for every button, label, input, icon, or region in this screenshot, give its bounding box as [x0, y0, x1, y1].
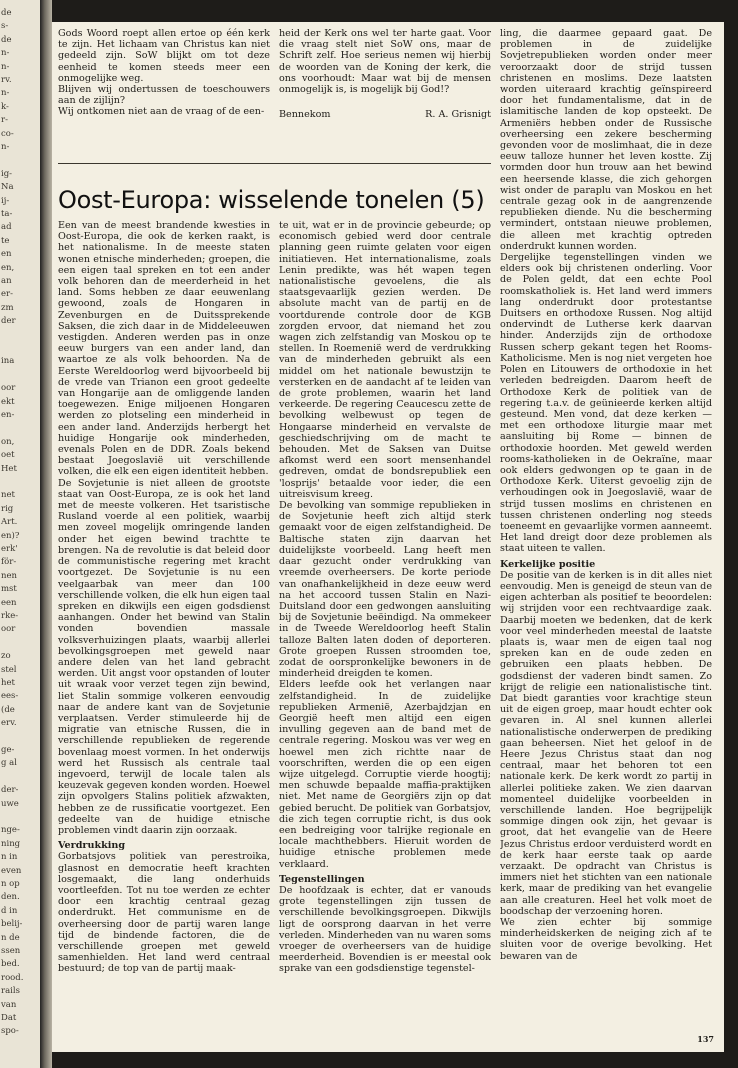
- paragraph: De bevolking van sommige republieken in de Sovjetunie heeft zich altijd sterk gemaakt voor de eigen zelfstandigheid. De Baltische staten zijn daarvan het duidelijkste voorbeeld. Lang heeft men daar gezucht onder verdrukking van vreemde overheersers. De korte periode van onafhankelijkheid in deze eeuw werd na het accoord tussen Stalin en Nazi-Duitsland door een gedwongen aansluiting bij de Sovjetunie beëindigd. Na ommekeer in de Tweede Wereldoorlog heeft Stalin talloze Balten laten doden of deporteren. Grote groepen Russen stroomden toe, zodat de oorspronkelijke bewoners in de minderheid dreigden te komen.: [279, 500, 491, 680]
- letter-paragraph: heid der Kerk ons wel ter harte gaat. Voor die vraag stelt niet SoW ons, maar de Schrift zelf. Hoe serieus nemen wij hierbij de woorden van de Koning der kerk, die ons voorhoudt: Maar wat bij de mensen onmogelijk is, is mogelijk bij God!?: [279, 28, 491, 96]
- margin-fragment: g al: [1, 758, 17, 769]
- margin-fragment: den.: [1, 892, 20, 903]
- letter-paragraph: Wij ontkomen niet aan de vraag of de een-: [58, 106, 265, 118]
- margin-fragment: rig: [1, 503, 14, 514]
- margin-fragment: de: [1, 34, 12, 45]
- margin-fragment: van: [1, 999, 17, 1010]
- paragraph: De Sovjetunie is niet alleen de grootste staat van Oost-Europa, ze is ook het land met de meeste volkeren. Het tsaristische Rusland voerde al een politiek, waarbij men zoveel mogelijk omringende landen onder het eigen bewind trachtte te brengen. Na de revolutie is dat beleid door de communistische regering met kracht voortgezet. De Sovjetunie is nu een veelgaarbak van meer dan 100 verschillende volken, die elk hun eigen taal spreken en dikwijls een eigen godsdienst aanhangen. Onder het bewind van Stalin vonden bovendien massale volksverhuizingen plaats, waarbij allerlei bevolkingsgroepen met geweld naar andere delen van het land gebracht werden. Uit angst voor opstanden of louter uit wraak voor verzet tegen zijn bewind, liet Stalin sommige volkeren eenvoudig naar de andere kant van de Sovjetunie verplaatsen. Verder stimuleerde hij de migratie van etnische Russen, die in verschillende republieken de regerende bovenlaag moest vormen. In het onderwijs werd het Russisch als centrale taal ingevoerd, terwijl de locale talen als keuzevak gegeven konden worden. Hoewel zijn opvolgers Stalins politiek afzwakten, hebben ze de russificatie voortgezet. Een gedeelte van de huidige etnische problemen vindt daarin zijn oorzaak.: [58, 477, 270, 836]
- margin-fragment: oor: [1, 624, 16, 635]
- margin-fragment: n-: [1, 142, 10, 152]
- margin-fragment: te: [1, 235, 10, 246]
- margin-fragment: (de: [1, 704, 15, 715]
- margin-fragment: Het: [1, 463, 17, 474]
- margin-fragment: oor: [1, 383, 16, 394]
- margin-fragment: bed.: [1, 959, 20, 970]
- margin-fragment: erk': [1, 544, 18, 554]
- margin-fragment: co-: [1, 128, 14, 139]
- margin-fragment: belij-: [1, 919, 23, 930]
- letter-paragraph: Gods Woord roept allen ertoe op één kerk te zijn. Het lichaam van Christus kan niet gedeeld zijn. SoW blijkt om tot deze eenheid te komen steeds meer een onmogelijke weg.: [58, 28, 270, 84]
- margin-fragment: an: [1, 276, 12, 286]
- margin-fragment: nge-: [1, 825, 20, 836]
- margin-fragment: zm: [1, 302, 14, 313]
- article-column-1: [58, 220, 270, 1046]
- article-title: Oost-Europa: wisselende tonelen (5): [58, 186, 485, 214]
- margin-fragment: ekt: [1, 396, 15, 407]
- margin-fragment: n de: [1, 932, 20, 943]
- margin-fragment: ad: [1, 222, 12, 233]
- page-number: 137: [697, 1034, 714, 1044]
- margin-fragment: ij-: [1, 195, 10, 206]
- section-heading: Tegenstellingen: [279, 873, 365, 885]
- margin-fragment: zo: [1, 651, 11, 662]
- margin-fragment: nen: [1, 570, 17, 581]
- margin-fragment: Dat: [1, 1013, 17, 1023]
- margin-fragment: uwe: [1, 798, 19, 809]
- margin-fragment: even: [1, 865, 22, 876]
- margin-fragment: en,: [1, 262, 15, 273]
- margin-fragment: n op: [1, 879, 20, 889]
- margin-fragment: de: [1, 8, 12, 18]
- article-column-3: [500, 28, 712, 1028]
- adjacent-page-strip: [0, 0, 40, 1068]
- letter-column-2: [279, 28, 491, 154]
- paragraph: te uit, wat er in de provincie gebeurde; op economisch gebied werd door centrale planning geen ruimte gelaten voor eigen initiatieven. Het internationalisme, zoals Lenin predikte, was hét wapen tegen nationalistische gevoelens, die als staatsgevaarlijk gezien werden. De absolute macht van de partij en de voortdurende controle door de KGB zorgden ervoor, dat niemand het zou wagen zich zelfstandig van Moskou op te stellen. In Roemenië werd de verdrukking van de minderheden gebruikt als een middel om het nationale bewustzijn te versterken en de aandacht af te leiden van de grote problemen, waarin het land verkeerde. De regering Ceaucescu zette de bevolking welbewust op tegen de Hongaarse minderheid en vervalste de geschiedschrijving om de macht te behouden. Met de Saksen van Duitse afkomst werd een soort mensenhandel gedreven, omdat de bondsrepubliek een 'losprijs' betaalde voor ieder, die een uitreisvisum kreeg.: [279, 220, 491, 500]
- paragraph: Dergelijke tegenstellingen vinden we elders ook bij christenen onderling. Voor de Polen geldt, dat een echte Pool roomskatholiek is. Het land werd immers lang onderdrukt door protestantse Duitsers en orthodoxe Russen. Nog altijd ondervindt de Lutherse kerk daarvan hinder. Anderzijds zijn de orthodoxe Russen scherp gekant tegen het Rooms-Katholicisme. Men is nog niet vergeten hoe Polen en Litouwers de orthodoxie in het verleden bedreigden. Daarom heeft de Orthodoxe Kerk de politiek van de regering t.a.v. de geünieerde kerken altijd gesteund. Men vond, dat deze kerken — met een orthodoxe liturgie maar met aansluiting bij Rome — binnen de orthodoxie hoorden. Met geweld werden rooms-katholieken in de Oekraïne, maar ook elders gedwongen op te gaan in de Orthodoxe Kerk. Uiterst gevoelig zijn de verhoudingen ook in Joegoslavië, waar de strijd tussen moslims en christenen en tussen christenen onderling nog steeds toeneemt en gevaarlijke vormen aanneemt. Het land dreigt door deze problemen als staat uiteen te vallen.: [500, 252, 712, 555]
- margin-fragment: mst: [1, 584, 17, 595]
- letter-paragraph: Blijven wij ondertussen de toeschouwers aan de zijlijn?: [58, 84, 270, 107]
- letter-divider: [58, 163, 491, 164]
- margin-fragment: ning: [1, 838, 21, 849]
- margin-fragment: der: [1, 316, 16, 327]
- margin-fragment: oet: [1, 450, 15, 461]
- margin-fragment: rails: [1, 986, 20, 997]
- margin-fragment: rv.: [1, 75, 12, 85]
- book-spine: [40, 0, 52, 1068]
- margin-fragment: stel: [1, 664, 17, 675]
- page: [52, 22, 724, 1052]
- margin-fragment: en)?: [1, 530, 20, 541]
- margin-fragment: r-: [1, 115, 8, 126]
- margin-fragment: spo-: [1, 1026, 19, 1037]
- margin-fragment: on,: [1, 436, 15, 447]
- paragraph: ling, die daarmee gepaard gaat. De problemen in de zuidelijke Sovjetrepublieken worden onder meer veroorzaakt door de strijd tussen christenen en moslims. Deze laatsten worden uiteraard krachtig geïnspireerd door het fundamentalisme, dat in de islamitische landen de kop opsteekt. De Armeniërs hebben onder de Russische overheersing een zekere bescherming gevonden voor de moslimhaat, die in deze eeuw talloze hunner het leven kostte. Zij vormden door hun trouw aan het bewind een heersende klasse, die zich gehorgen wist onder de paraplu van Moskou en het centrale gezag ook in de aangrenzende republieken diende. Nu die bescherming vermindert, ontstaan nieuwe problemen, die alleen met krachtig optreden onderdrukt kunnen worden.: [500, 28, 712, 252]
- margin-fragment: k-: [1, 101, 9, 112]
- margin-fragment: er-: [1, 289, 13, 300]
- margin-fragment: erv.: [1, 718, 17, 729]
- margin-fragment: het: [1, 678, 15, 688]
- paragraph: Gorbatsjovs politiek van perestroika, glasnost en democratie heeft krachten losgemaakt, die lang onderhuids voortleefden. Tot nu toe werden ze echter door een krachtig centraal gezag onderdrukt. Het communisme en de overheersing door de partij waren lange tijd de bindende factoren, die de verschillende groepen met geweld samenhielden. Het land werd centraal bestuurd; de top van de partij maak-: [58, 851, 270, 975]
- paragraph: We zien echter bij sommige minderheidskerken de neiging zich af te sluiten voor de overige bevolking. Het bewaren van de: [500, 917, 712, 962]
- paragraph: Elders leefde ook het verlangen naar zelfstandigheid. In de zuidelijke republieken Armenië, Azerbajdzjan en Georgië heeft men altijd een eigen invulling gegeven aan de band met de centrale regering. Moskou was ver weg en hoewel men zich richtte naar de voorschriften, werden die op een eigen wijze uitgelegd. Corruptie vierde hoogtij; men schuwde bepaalde maffia-praktijken niet. Met name de Georgiërs zijn op dat gebied berucht. De politiek van Gorbatsjov, die zich tegen corruptie richt, is dus ook een bedreiging voor talrijke regionale en locale machthebbers. Hieruit worden de huidige etnische problemen mede verklaard.: [279, 679, 491, 870]
- margin-fragment: för-: [1, 557, 17, 568]
- margin-fragment: ina: [1, 356, 15, 367]
- section-heading: Verdrukking: [58, 840, 126, 852]
- margin-fragment: ge-: [1, 745, 15, 755]
- letter-place: Bennekom: [279, 109, 331, 121]
- margin-fragment: en: [1, 249, 12, 260]
- margin-fragment: n-: [1, 48, 10, 59]
- margin-fragment: rke-: [1, 611, 19, 621]
- letter-signature: [279, 109, 491, 120]
- letter-author: R. A. Grisnigt: [425, 109, 491, 121]
- paragraph: De positie van de kerken is in dit alles niet eenvoudig. Men is geneigd de steun van de eigen achterban als positief te beoordelen: wij strijden voor een rechtvaardige zaak. Daarbij moeten we bedenken, dat de kerk voor veel minderheden meestal de laatste plaats is, waar men de eigen taal nog spreken kan en de oude zeden en gebruiken een plaats hebben. De godsdienst der vaderen bindt samen. Zo krijgt de religie een nationalistische tint. Dat biedt garanties voor krachtige steun uit de eigen groep, maar houdt echter ook gevaren in. Al snel kunnen allerlei nationalistische onderwerpen de prediking gaan beheersen. Niet het geloof in de Heere Jezus Christus staat dan nog centraal, maar het behoren tot een nationale kerk. De kerk wordt zo partij in allerlei politieke zaken. We zien daarvan momenteel duidelijke voorbeelden in verschillende landen. Hoe begrijpelijk sommige dingen ook zijn, het gevaar is groot, dat het evangelie van de Heere Jezus Christus erdoor verduisterd wordt en de kerk haar eerste taak op aarde verzaakt. De opdracht van Christus is immers niet het stichten van een nationale kerk, maar de prediking van het evangelie aan alle creaturen. Heel het volk moet de boodschap der verzoening horen.: [500, 569, 712, 917]
- margin-fragment: ig-: [1, 168, 13, 179]
- paragraph: Een van de meest brandende kwesties in Oost-Europa, die ook de kerken raakt, is het nationalisme. In de meeste staten wonen etnische minderheden; groepen, die een eigen taal spreken en tot een ander volk behoren dan de meerderheid in het land. Soms hebben ze daar eeuwenlang gewoond, zoals de Hongaren in Zevenburgen en de Duitssprekende Saksen, die zich daar in de Middeleeuwen vestigden. Anderen werden pas in onze eeuw burgers van een ander land, dan waartoe ze als volk behoorden. Na de Eerste Wereldoorlog werd bijvoorbeeld bij de vrede van Trianon een groot gedeelte van Hongarije aan de omliggende landen toegewezen. Enige miljoenen Hongaren werden zo plotseling een minderheid in een ander land. Anderzijds herbergt het huidige Hongarije ook minderheden, evenals Polen en de DDR. Zoals bekend bestaat Joegoslavië uit verschillende volken, die elk een eigen identiteit hebben.: [58, 220, 270, 478]
- margin-fragment: n in: [1, 852, 18, 863]
- letter-column-1: [58, 28, 270, 154]
- margin-fragment: s-: [1, 21, 9, 32]
- margin-fragment: en-: [1, 410, 15, 420]
- margin-fragment: Na: [1, 182, 14, 193]
- margin-fragment: n-: [1, 88, 10, 99]
- margin-fragment: der-: [1, 785, 19, 796]
- margin-fragment: ssen: [1, 946, 21, 956]
- paragraph: De hoofdzaak is echter, dat er vanouds grote tegenstellingen zijn tussen de verschillende bevolkingsgroepen. Dikwijls ligt de oorsprong daarvan in het verre verleden. Minderheden van nu waren soms vroeger de overheersers van de huidige meerderheid. Bovendien is er meestal ook sprake van een godsdienstige tegenstel-: [279, 884, 491, 975]
- margin-fragment: net: [1, 490, 15, 501]
- article-column-2: [279, 220, 491, 1046]
- margin-fragment: ta-: [1, 209, 13, 219]
- margin-fragment: Art.: [1, 517, 18, 528]
- section-heading: Kerkelijke positie: [500, 558, 596, 570]
- margin-fragment: een: [1, 597, 17, 608]
- letter-column-2-text: [279, 28, 491, 95]
- margin-fragment: d in: [1, 905, 18, 916]
- margin-fragment: n-: [1, 61, 10, 72]
- margin-fragment: rood.: [1, 972, 24, 983]
- margin-fragment: ees-: [1, 691, 19, 702]
